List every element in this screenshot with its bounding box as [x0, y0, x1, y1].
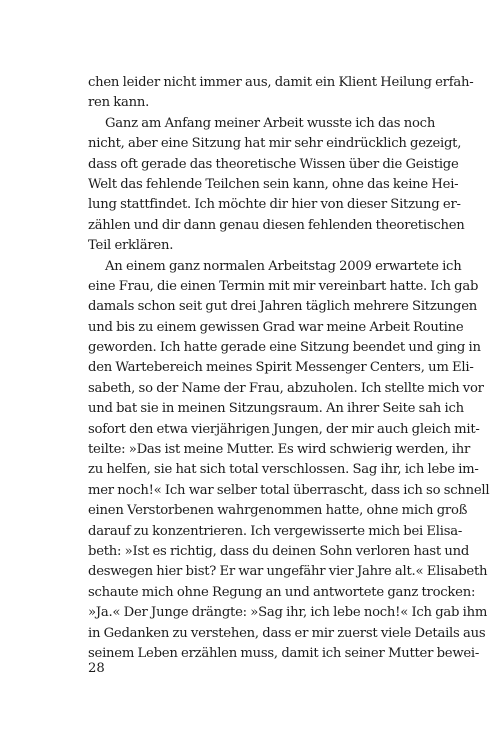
text-line: damals schon seit gut drei Jahren täglich mehrere Sitzungen — [88, 299, 478, 315]
text-line: und bis zu einem gewissen Grad war meine Arbeit Routine — [88, 319, 464, 335]
text-line: geworden. Ich hatte gerade eine Sitzung beendet und ging in — [88, 340, 481, 356]
text-line: darauf zu konzentrieren. Ich vergewisserte mich bei Elisa- — [88, 523, 463, 539]
text-line: deswegen hier bist? Er war ungefähr vier Jahre alt.« Elisabeth — [88, 564, 488, 580]
text-line: einen Verstorbenen wahrgenommen hatte, ohne mich groß — [88, 503, 468, 519]
text-line: Welt das fehlende Teilchen sein kann, ohne das keine Hei- — [88, 176, 459, 192]
page-number: 28 — [88, 661, 105, 676]
text-line: schaute mich ohne Regung an und antwortete ganz trocken: — [88, 584, 476, 600]
text-line: ren kann. — [88, 95, 150, 111]
text-line: beth: »Ist es richtig, dass du deinen Sohn verloren hast und — [88, 543, 470, 559]
text-line: zählen und dir dann genau diesen fehlenden theoretischen — [88, 217, 465, 233]
text-line: Teil erklären. — [88, 238, 174, 254]
text-line: »Ja.« Der Junge drängte: »Sag ihr, ich lebe noch!« Ich gab ihm — [88, 605, 488, 621]
text-line: chen leider nicht immer aus, damit ein Klient Heilung erfah- — [88, 75, 474, 90]
text-line: teilte: »Das ist meine Mutter. Es wird schwierig werden, ihr — [88, 442, 471, 458]
text-line: An einem ganz normalen Arbeitstag 2009 erwartete ich — [105, 258, 462, 274]
text-line: in Gedanken zu verstehen, dass er mir zuerst viele Details aus — [88, 625, 486, 641]
text-line: und bat sie in meinen Sitzungsraum. An ihrer Seite sah ich — [88, 401, 464, 417]
body-text — [88, 73, 490, 664]
text-line: sofort den etwa vierjährigen Jungen, der mir auch gleich mit- — [88, 421, 480, 437]
text-line: lung stattfindet. Ich möchte dir hier von dieser Sitzung er- — [88, 197, 461, 213]
text-line: nicht, aber eine Sitzung hat mir sehr eindrücklich gezeigt, — [88, 136, 462, 152]
text-line: seinem Leben erzählen muss, damit ich seiner Mutter bewei- — [88, 645, 480, 661]
text-line: dass oft gerade das theoretische Wissen über die Geistige — [88, 156, 459, 172]
text-line: den Wartebereich meines Spirit Messenger Centers, um Eli- — [88, 360, 474, 376]
text-line: zu helfen, sie hat sich total verschlossen. Sag ihr, ich lebe im- — [88, 462, 479, 478]
text-line: Ganz am Anfang meiner Arbeit wusste ich das noch — [105, 115, 436, 131]
text-line: mer noch!« Ich war selber total überrascht, dass ich so schnell — [88, 482, 490, 498]
text-line: sabeth, so der Name der Frau, abzuholen. Ich stellte mich vor — [88, 380, 484, 396]
text-line: eine Frau, die einen Termin mit mir vereinbart hatte. Ich gab — [88, 278, 479, 294]
